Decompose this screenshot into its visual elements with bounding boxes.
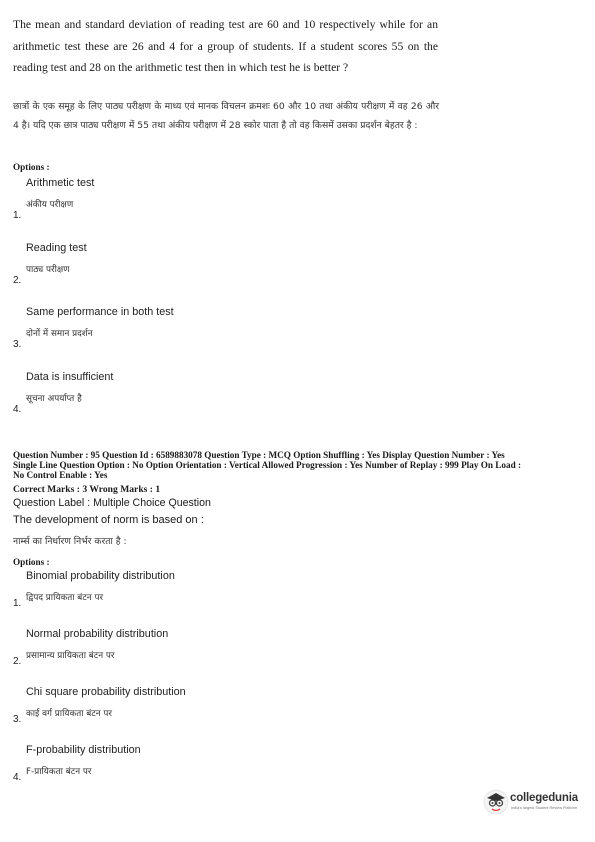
options-label-95: Options : <box>13 557 50 567</box>
options-label: Options : <box>13 162 50 172</box>
metadata-line-1: Question Number : 95 Question Id : 6589883078 Question Type : MCQ Option Shuffling : Yes Display Question Number : Yes <box>13 450 505 460</box>
option-3-number: 3. <box>13 339 22 350</box>
option-4-en-95: F-probability distribution <box>26 744 141 756</box>
option-3-en: Same performance in both test <box>26 306 174 318</box>
question-94-text-hi: छात्रों के एक समूह के लिए पाठ्य परीक्षण के माध्य एवं मानक विचलन क्रमशः 60 और 10 तथा अंकीय परीक्षण में वह 26 और 4 है। यदि एक छात्र पाठ्य परीक्षण में 55 तथा अंकीय परीक्षण में 28 स्कोर पाता है तो वह किसमें उसका प्रदर्शन बेहतर है : <box>13 101 439 131</box>
option-3-en-95: Chi square probability distribution <box>26 686 186 698</box>
question-95-text-en: The development of norm is based on : <box>13 514 204 526</box>
option-4-hi: सूचना अपर्याप्त है <box>26 394 82 404</box>
option-3-number-95: 3. <box>13 714 22 725</box>
option-4-hi-95: F-प्रायिकता बंटन पर <box>26 767 92 777</box>
option-4-en: Data is insufficient <box>26 371 114 383</box>
option-1-number-95: 1. <box>13 598 22 609</box>
option-1-hi-95: द्विपद प्रायिकता बंटन पर <box>26 593 104 603</box>
marks-info: Correct Marks : 3 Wrong Marks : 1 <box>13 484 161 495</box>
option-2-en: Reading test <box>26 242 87 254</box>
collegedunia-logo <box>483 787 583 817</box>
option-1-number: 1. <box>13 210 22 221</box>
logo-tagline: India's largest Student Review Platform <box>511 806 578 810</box>
question-95-metadata <box>13 450 588 480</box>
option-1-en: Arithmetic test <box>26 177 95 189</box>
option-4-number: 4. <box>13 404 22 415</box>
mascot-icon <box>483 789 509 815</box>
option-4-number-95: 4. <box>13 772 22 783</box>
question-95-text-hi: नार्म्स का निर्धारण निर्भर करता है : <box>13 536 127 547</box>
option-2-number: 2. <box>13 275 22 286</box>
option-1-en-95: Binomial probability distribution <box>26 570 175 582</box>
question-label: Question Label : Multiple Choice Question <box>13 497 211 509</box>
metadata-line-3: No Control Enable : Yes <box>13 470 108 480</box>
question-94-text-en: The mean and standard deviation of reading test are 60 and 10 respectively while for an arithmetic test these are 26 and 4 for a group of students. If a student scores 55 on the reading test and 28 on the arithmetic test then in which test he is better ? <box>13 18 438 74</box>
option-3-hi: दोनों में समान प्रदर्शन <box>26 329 93 339</box>
option-2-hi: पाठ्य परीक्षण <box>26 265 70 275</box>
metadata-line-2: Single Line Question Option : No Option Orientation : Vertical Allowed Progression : Yes Number of Replay : 999 Play On Load : <box>13 460 522 470</box>
logo-wordmark: collegedunia <box>510 792 578 804</box>
option-2-number-95: 2. <box>13 656 22 667</box>
option-2-hi-95: प्रसामान्य प्रायिकता बंटन पर <box>26 651 115 661</box>
option-1-hi: अंकीय परीक्षण <box>26 200 74 210</box>
option-2-en-95: Normal probability distribution <box>26 628 169 640</box>
option-3-hi-95: काई वर्ग प्रायिकता बंटन पर <box>26 709 113 719</box>
